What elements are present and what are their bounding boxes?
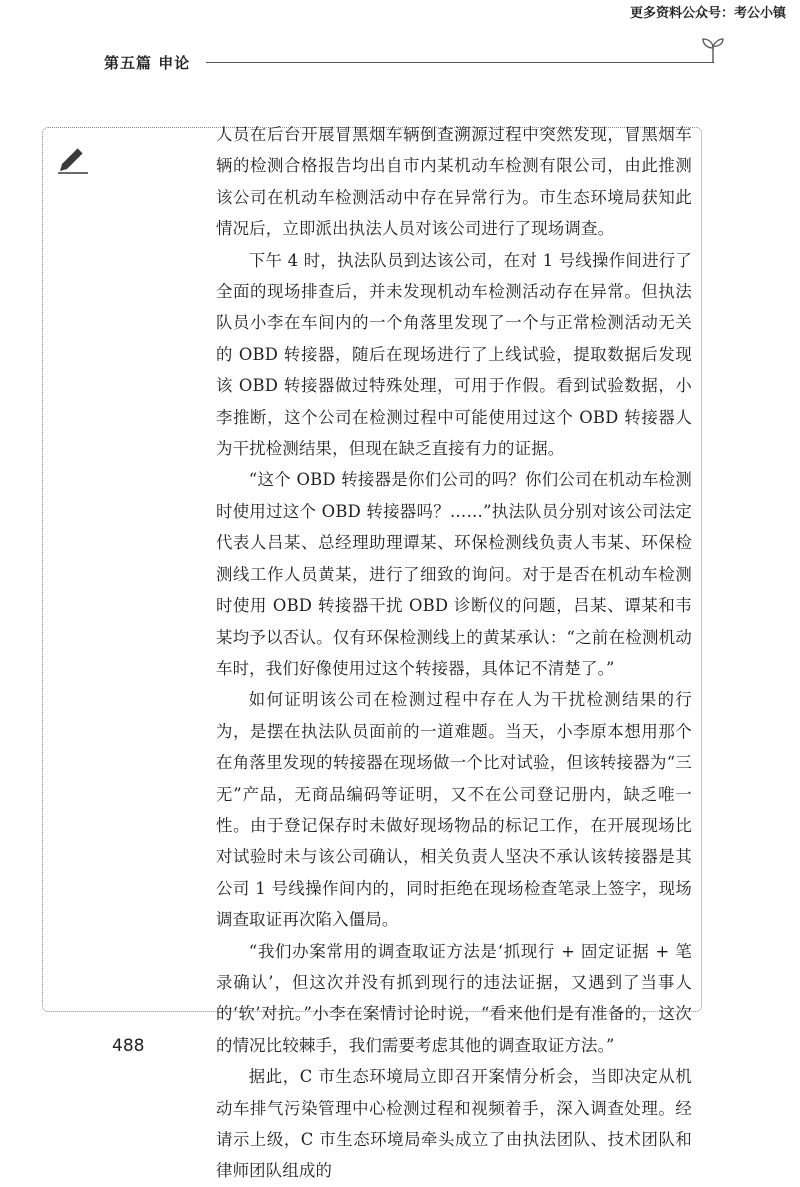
page-number: 488 (112, 1036, 145, 1056)
page-header (78, 46, 714, 76)
paragraph: 如何证明该公司在检测过程中存在人为干扰检测结果的行为，是摆在执法队员面前的一道难题。当天，小李原本想用那个在角落里发现的转接器在现场做一个比对试验，但该转接器为“三无”产品，无商品编码等证明，又不在公司登记册内，缺乏唯一性。由于登记保存时未做好现场物品的标记工作，在开展现场比对试验时未与该公司确认，相关负责人坚决不承认该转接器是其公司 1 号线操作间内的，同时拒绝在现场检查笔录上签字，现场调查取证再次陷入僵局。 (216, 690, 692, 930)
header-rule (206, 62, 714, 63)
pencil-icon (56, 144, 90, 174)
paragraph: 下午 4 时，执法队员到达该公司，在对 1 号线操作间进行了全面的现场排查后，并未发现机动车检测活动存在异常。但执法队员小李在车间内的一个角落里发现了一个与正常检测活动无关的 OBD 转接器，随后在现场进行了上线试验，提取数据后发现该 OBD 转接器做过特殊处理，可用于作假。看到试验数据，小李推断，这个公司在检测过程中可能使用过这个 OBD 转接器人为干扰检测结果，但现在缺乏直接有力的证据。 (216, 250, 692, 459)
paragraph: “这个 OBD 转接器是你们公司的吗？你们公司在机动车检测时使用过这个 OBD 转接器吗？……”执法队员分别对该公司法定代表人吕某、总经理助理谭某、环保检测线负责人韦某、环保检测线工作人员黄某，进行了细致的询问。对于是否在机动车检测时使用 OBD 转接器干扰 OBD 诊断仪的问题，吕某、谭某和韦某均予以否认。仅有环保检测线上的黄某承认：“之前在检测机动车时，我们好像使用过这个转接器，具体记不清楚了。” (216, 470, 692, 678)
watermark: 更多资料公众号：考公小镇 (629, 6, 786, 21)
paragraph: 人员在后台开展冒黑烟车辆倒查溯源过程中突然发现，冒黑烟车辆的检测合格报告均出自市内某机动车检测有限公司，由此推测该公司在机动车检测活动中存在异常行为。市生态环境局获知此情况后，立即派出执法人员对该公司进行了现场调查。 (216, 125, 692, 239)
sprout-icon (702, 36, 724, 64)
paragraph: “我们办案常用的调查取证方法是‘抓现行 + 固定证据 + 笔录确认’，但这次并没有抓到现行的违法证据，又遇到了当事人的‘软’对抗。”小李在案情讨论时说，“看来他们是有准备的，这次的情况比较棘手，我们需要考虑其他的调查取证方法。” (216, 941, 692, 1055)
paragraph: 据此，C 市生态环境局立即召开案情分析会，当即决定从机动车排气污染管理中心检测过程和视频着手，深入调查处理。经请示上级，C 市生态环境局牵头成立了由执法团队、技术团队和律师团队组成的 (216, 1067, 692, 1181)
section-title: 第五篇 申论 (104, 54, 191, 72)
body-text (216, 119, 692, 1187)
